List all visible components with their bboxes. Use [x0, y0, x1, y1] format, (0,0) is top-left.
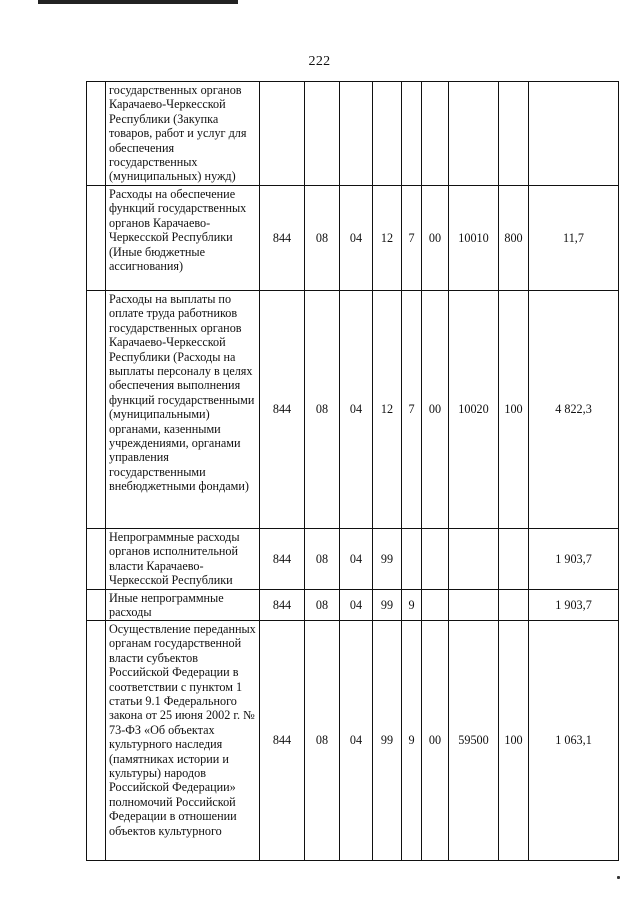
- cell-subprogram: 7: [402, 291, 422, 529]
- cell-subsection: [340, 82, 373, 186]
- indent-cell: [87, 529, 106, 590]
- cell-program: [373, 82, 402, 186]
- cell-amount: 1 903,7: [529, 590, 619, 621]
- cell-expense-type: [499, 590, 529, 621]
- cell-subprogram: 9: [402, 621, 422, 861]
- cell-main-event: 00: [422, 291, 449, 529]
- cell-subsection: 04: [340, 590, 373, 621]
- cell-subsection: 04: [340, 529, 373, 590]
- cell-program: 12: [373, 186, 402, 291]
- cell-ministry-code: 844: [260, 186, 305, 291]
- cell-ministry-code: 844: [260, 529, 305, 590]
- cell-expense-type: 800: [499, 186, 529, 291]
- row-description: Расходы на обеспечение функций государственных органов Карачаево-Черкесской Республики (Иные бюджетные ассигнования): [106, 186, 260, 291]
- cell-section: 08: [305, 529, 340, 590]
- cell-direction: [449, 529, 499, 590]
- row-description: государственных органов Карачаево-Черкесской Республики (Закупка товаров, работ и услуг для обеспечения государственных (муниципальных) нужд): [106, 82, 260, 186]
- cell-ministry-code: [260, 82, 305, 186]
- cell-expense-type: 100: [499, 291, 529, 529]
- table-row: [87, 291, 619, 529]
- cell-subsection: 04: [340, 621, 373, 861]
- page-number: 222: [308, 54, 331, 69]
- cell-section: 08: [305, 186, 340, 291]
- cell-amount: 11,7: [529, 186, 619, 291]
- cell-direction: 10020: [449, 291, 499, 529]
- cell-expense-type: [499, 82, 529, 186]
- table-row: [87, 529, 619, 590]
- cell-subprogram: [402, 529, 422, 590]
- cell-program: 99: [373, 529, 402, 590]
- cell-section: 08: [305, 621, 340, 861]
- cell-program: 99: [373, 590, 402, 621]
- indent-cell: [87, 186, 106, 291]
- indent-cell: [87, 621, 106, 861]
- row-description: Непрограммные расходы органов исполнительной власти Карачаево-Черкесской Республики: [106, 529, 260, 590]
- indent-cell: [87, 590, 106, 621]
- cell-direction: [449, 590, 499, 621]
- cell-main-event: [422, 590, 449, 621]
- cell-expense-type: [499, 529, 529, 590]
- cell-section: 08: [305, 590, 340, 621]
- cell-ministry-code: 844: [260, 291, 305, 529]
- cell-subprogram: 7: [402, 186, 422, 291]
- cell-direction: 10010: [449, 186, 499, 291]
- cell-amount: [529, 82, 619, 186]
- table-row: [87, 186, 619, 291]
- cell-amount: 1 063,1: [529, 621, 619, 861]
- table-row: [87, 82, 619, 186]
- cell-subsection: 04: [340, 291, 373, 529]
- cell-main-event: [422, 82, 449, 186]
- cell-main-event: 00: [422, 186, 449, 291]
- cell-expense-type: 100: [499, 621, 529, 861]
- cell-section: [305, 82, 340, 186]
- budget-table: [86, 81, 619, 861]
- top-edge-bar: [38, 0, 238, 4]
- table-row: [87, 590, 619, 621]
- cell-program: 99: [373, 621, 402, 861]
- indent-cell: [87, 82, 106, 186]
- cell-amount: 1 903,7: [529, 529, 619, 590]
- cell-main-event: [422, 529, 449, 590]
- cell-section: 08: [305, 291, 340, 529]
- scan-speck: [617, 876, 620, 879]
- indent-cell: [87, 291, 106, 529]
- table-row: [87, 621, 619, 861]
- cell-main-event: 00: [422, 621, 449, 861]
- cell-program: 12: [373, 291, 402, 529]
- cell-direction: [449, 82, 499, 186]
- cell-ministry-code: 844: [260, 590, 305, 621]
- cell-amount: 4 822,3: [529, 291, 619, 529]
- row-description: Расходы на выплаты по оплате труда работников государственных органов Карачаево-Черкесской Республики (Расходы на выплаты персоналу в целях обеспечения выполнения функций государственными (муниципальными) органами, казенными учреждениями, органами управления государственными внебюджетными фондами): [106, 291, 260, 529]
- cell-ministry-code: 844: [260, 621, 305, 861]
- cell-subsection: 04: [340, 186, 373, 291]
- row-description: Осуществление переданных органам государственной власти субъектов Российской Федерации в соответствии с пунктом 1 статьи 9.1 Федерального закона от 25 июня 2002 г. № 73-ФЗ «Об объектах культурного наследия (памятниках истории и культуры) народов Российской Федерации» полномочий Российской Федерации в отношении объектов культурного: [106, 621, 260, 861]
- row-description: Иные непрограммные расходы: [106, 590, 260, 621]
- cell-subprogram: [402, 82, 422, 186]
- cell-direction: 59500: [449, 621, 499, 861]
- cell-subprogram: 9: [402, 590, 422, 621]
